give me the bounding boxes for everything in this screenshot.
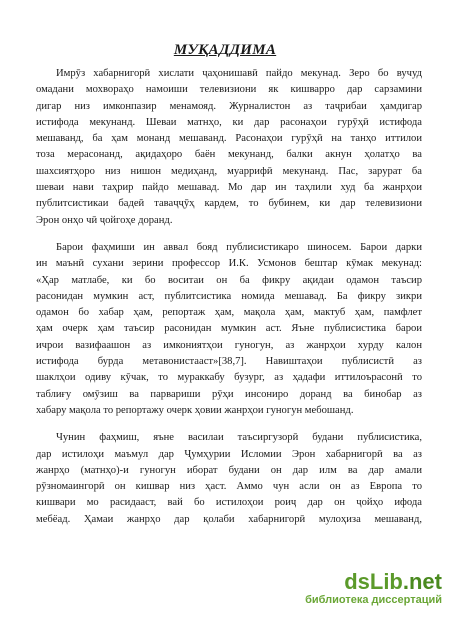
- text-line: Барои фаҳмиши ин аввал бояд публисистикаро шиносем. Барои дарки: [56, 241, 422, 253]
- text-line: шеваи нави таҳрир пайдо мешавад. Мо дар ин таҳлили худ ба жанрҳои: [36, 182, 422, 194]
- text-line: Чунин фаҳмиш, яъне василаи таъсиргузорӣ будани публисистика,: [56, 432, 422, 444]
- text-line: мешаванд, ба ҳам монанд мешаванд. Расонаҳои гурӯҳӣ на танҳо иттилои: [36, 133, 422, 145]
- text-line: хабару мақола то репортажу очерк ҳовии жанрҳои гуногун мебошанд.: [36, 404, 354, 416]
- watermark-logo-suffix: .net: [402, 569, 442, 594]
- text-line: истифода мекунанд. Шеваи матнҳо, ки дар расонаҳои гурӯҳӣ истифода: [36, 116, 422, 128]
- paragraph-1: [36, 66, 422, 229]
- text-line: таблиғу омӯзиш ва парвариши рӯҳи инсониро доранд ва бинобар аз: [36, 388, 422, 400]
- watermark-logo-main: dsLib: [344, 569, 403, 594]
- paragraph-gap: [36, 419, 422, 430]
- text-line: кишвари мо расидааст, вай бо истилоҳои роиҷ дар он ҷойҳо ифода: [36, 497, 422, 509]
- paragraph-gap: [36, 229, 422, 240]
- text-line: Эрон онҳо чӣ ҷойгоҳе доранд.: [36, 214, 173, 226]
- watermark-logo: [305, 570, 442, 594]
- text-line: Имрӯз хабарнигорӣ хислати ҷаҳонишавӣ пайдо мекунад. Зеро бо вучуд: [56, 68, 422, 79]
- text-line: шахсиятҳоро низ нишон медиҳанд, муаррифӣ мекунанд. Пас, зарурат ба: [36, 165, 422, 177]
- watermark: [305, 570, 442, 607]
- text-line: омадани мохвораҳо намоиши телевизиони як кишварро дар сарзамини: [36, 84, 422, 96]
- text-line: одамон бо хабар ҳам, репортаж ҳам, мақола ҳам, мактуб ҳам, памфлет: [36, 307, 422, 319]
- text-line: «Ҳар матлабе, ки бо воситаи он ба фикру ақидаи одамон таъсир: [36, 274, 422, 286]
- text-line: тоза мерасонанд, ақидаҳоро баён мекунанд, балки акнун ҳолатҳо ва: [36, 149, 422, 161]
- text-line: шаклҳои одиву кӯчак, то мураккабу бузург, аз ҳадафи иттилоърасонӣ то: [36, 372, 422, 384]
- text-line: жанрҳо (матнҳо)-и гуногун иборат будани он дар илм ва дар амали: [36, 464, 422, 476]
- text-line: ичрои вазифаашон аз имкониятҳои гуногун, аз жанрҳои хурду калон: [36, 339, 422, 351]
- text-line: дар истилоҳи маъмул дар Ҷумҳурии Исломии Эрон хабарнигорӣ ва аз: [36, 448, 422, 460]
- text-line: истифода бурда метавонистааст»[38,7]. Навиштаҳои публисистӣ аз: [36, 356, 422, 368]
- paragraph-3: [36, 430, 422, 528]
- paragraph-2: [36, 240, 422, 419]
- page-title: МУҚАДДИМА: [173, 42, 277, 58]
- text-line: расонидан мумкин аст, публитсистика номида мешавад. Ба фикру зикри: [36, 290, 422, 302]
- text-line: публитсистикаи бадеӣ таваҷҷӯҳ кардем, то бубинем, ки дар телевизиони: [36, 198, 422, 210]
- text-line: рӯзномаингорӣ он кишвар низ ҳаст. Аммо чун асли он аз Европа то: [36, 481, 422, 493]
- watermark-subtitle: библиотека диссертаций: [305, 594, 442, 606]
- text-line: ин маънӣ сухани зерини профессор И.К. Усмонов бештар кӯмак мекунад:: [36, 258, 422, 270]
- text-line: ҳам очерк ҳам таъсир расонидан мумкин аст. Яъне публисистика барои: [36, 323, 422, 335]
- text-line: дигар низ имконпазир менамояд. Журналистон аз таҷрибаи ҳамдигар: [36, 100, 422, 112]
- body-text: [36, 66, 422, 528]
- text-line: мебёад. Ҳамаи жанрҳо дар қолаби хабарнигорӣ мулоҳиза мешаванд,: [36, 513, 422, 525]
